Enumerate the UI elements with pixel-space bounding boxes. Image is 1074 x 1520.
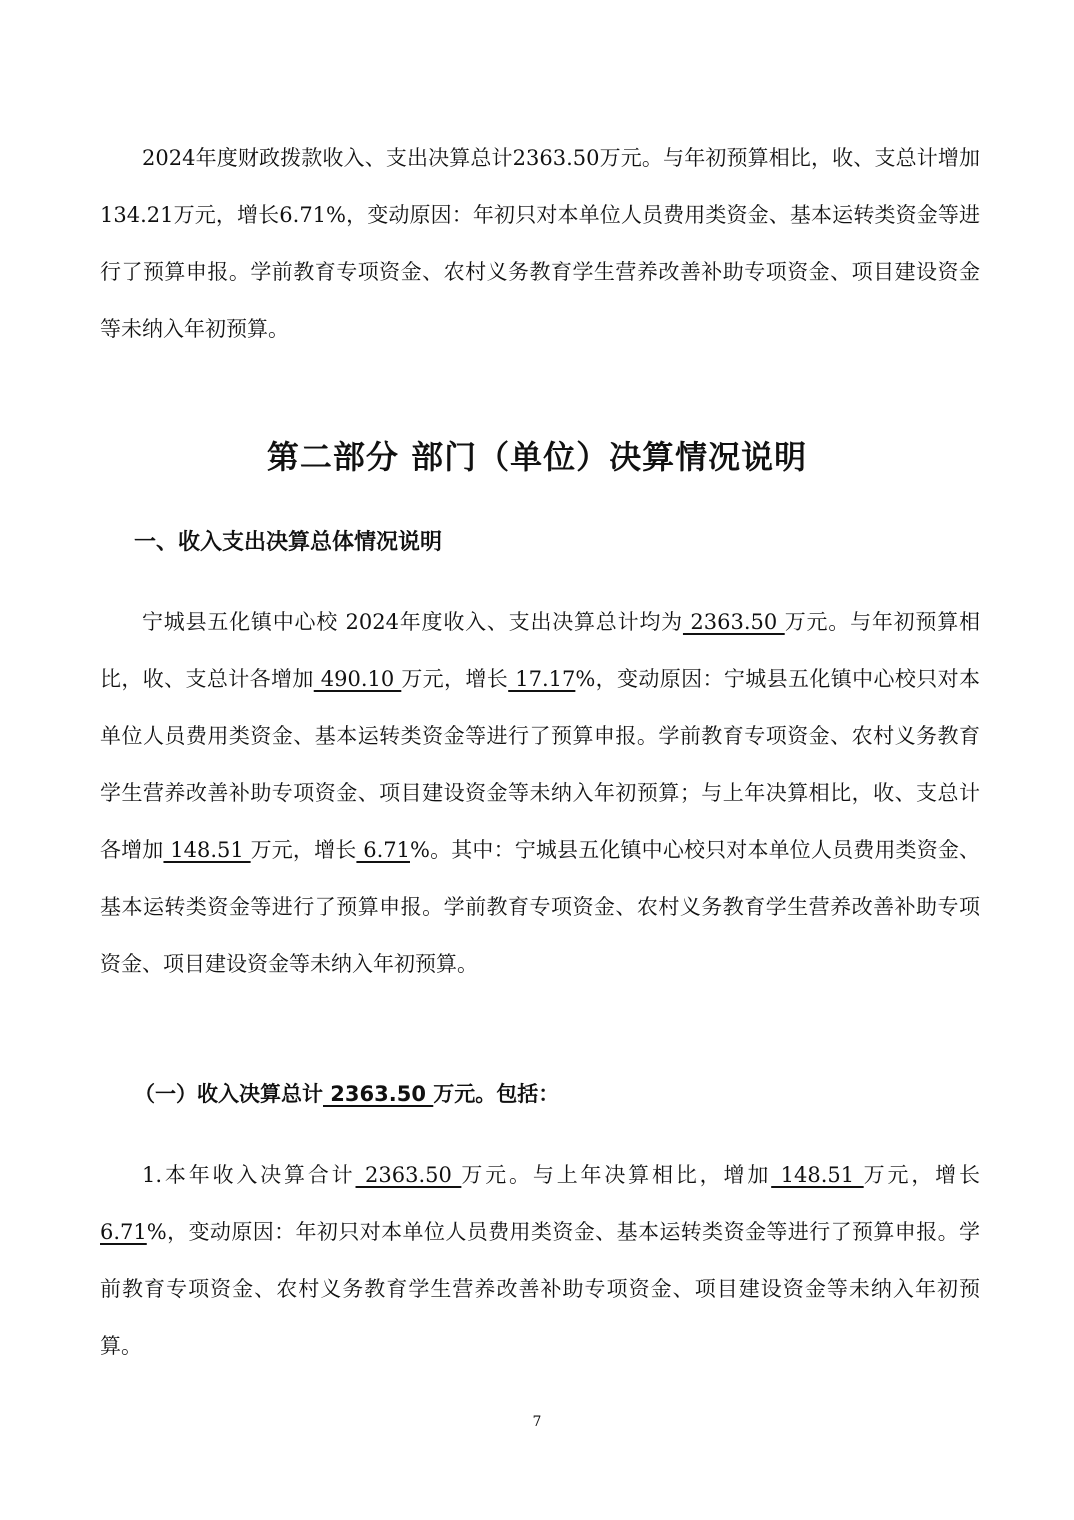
income-value: 2363.50 [355, 1163, 462, 1187]
text-run: %。其中：宁城县五化镇中心校只对本单位人员费用类资金、基本运转类资金等进行了预算申报。学前教育专项资金、农村义务教育学生营养改善补助专项资金、项目建设资金等未纳入年初预算。 [100, 838, 981, 976]
text-run: 万元。与年初预算相比，收、支总计各增加 [100, 610, 980, 691]
text-run: 宁城县五化镇中心校 2024年度收入、支出决算总计均为 [142, 610, 683, 634]
text-run: %，变动原因：年初只对本单位人员费用类资金、基本运转类资金等进行了预算申报。学前教育专项资金、农村义务教育学生营养改善补助专项资金、项目建设资金等未纳入年初预算。 [100, 1220, 980, 1358]
text-run: 1.本年收入决算合计 [142, 1163, 356, 1187]
text-run: 万元。包括： [433, 1082, 560, 1106]
income-total-value: 2363.50 [323, 1082, 434, 1106]
growth-percent: 6.71 [100, 1220, 147, 1244]
intro-text: 2024年度财政拨款收入、支出决算总计2363.50万元。与年初预算相比，收、支总计增加134.21万元，增长6.71%，变动原因：年初只对本单位人员费用类资金、基本运转类资金等进行了预算申报。学前教育专项资金、农村义务教育学生营养改善补助专项资金、项目建设资金等未纳入年初预算。 [100, 146, 980, 341]
increase-value: 148.51 [163, 838, 251, 862]
increase-value: 490.10 [313, 667, 402, 691]
item-paragraph [100, 1147, 980, 1375]
increase-value: 148.51 [771, 1163, 864, 1187]
text-run: %，变动原因：宁城县五化镇中心校只对本单位人员费用类资金、基本运转类资金等进行了预算申报。学前教育专项资金、农村义务教育学生营养改善补助专项资金、项目建设资金等未纳入年初预算；与上年决算相比，收、支总计各增加 [100, 667, 981, 862]
part-title: 第二部分 部门（单位）决算情况说明 [266, 438, 808, 476]
subsection-heading [134, 1078, 559, 1108]
text-run: 万元。与上年决算相比，增加 [461, 1163, 772, 1187]
section-paragraph [100, 594, 980, 993]
text-run: 万元，增长 [401, 667, 509, 691]
section-heading: 一、收入支出决算总体情况说明 [134, 530, 443, 555]
page-number: 7 [532, 1414, 542, 1430]
text-run: （一）收入决算总计 [134, 1082, 323, 1106]
growth-percent: 17.17 [508, 667, 576, 691]
total-value: 2363.50 [682, 610, 785, 634]
text-run: 万元，增长 [250, 838, 357, 862]
intro-paragraph [100, 130, 980, 358]
growth-percent: 6.71 [356, 838, 410, 862]
text-run: 万元，增长 [863, 1163, 980, 1187]
